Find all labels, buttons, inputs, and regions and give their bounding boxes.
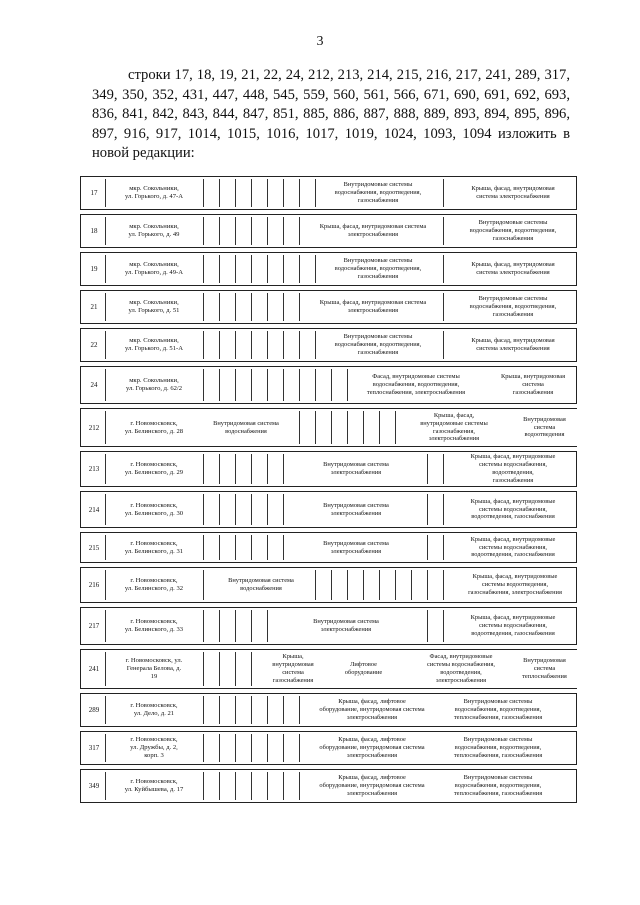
column-divider	[347, 570, 348, 600]
works-cell: Крыша, фасад, лифтовое оборудование, внутридомовая система электроснабжения	[307, 694, 437, 726]
column-divider	[283, 535, 284, 560]
table-row	[80, 693, 577, 727]
column-divider	[251, 179, 252, 207]
column-divider	[299, 217, 300, 245]
row-number: 21	[90, 303, 98, 311]
column-divider	[267, 217, 268, 245]
intro-paragraph: строки 17, 18, 19, 21, 22, 24, 212, 213, 214, 215, 216, 217, 241, 289, 317, 349, 350, 352, 431, 447, 448, 545, 559, 560, 561, 566, 671, 690, 691, 692, 693, 836, 841, 842, 843, 844, 847, 851, 885, 886, 887, 888, 889, 893, 894, 895, 896, 897, 916, 917, 1014, 1015, 1016, 1017, 1019, 1024, 1093, 1094 изложить в новой редакции:	[92, 67, 570, 161]
column-divider	[443, 454, 444, 484]
column-divider	[299, 734, 300, 762]
column-divider	[235, 369, 236, 401]
column-divider	[299, 411, 300, 444]
column-divider	[219, 217, 220, 245]
column-divider	[267, 494, 268, 525]
row-address: г. Новомосковск, ул. Белинского, д. 32	[124, 577, 184, 592]
table-row	[80, 328, 577, 362]
column-divider	[315, 179, 316, 207]
column-divider	[251, 293, 252, 321]
column-divider	[251, 696, 252, 724]
column-divider	[251, 734, 252, 762]
column-divider	[219, 179, 220, 207]
column-divider	[427, 610, 428, 642]
column-divider	[267, 179, 268, 207]
column-divider	[251, 652, 252, 686]
table-row	[80, 252, 577, 286]
row-number: 216	[88, 581, 100, 589]
column-divider	[427, 494, 428, 525]
row-number: 217	[88, 622, 100, 630]
column-divider	[299, 331, 300, 359]
column-divider	[379, 411, 380, 444]
row-address: г. Новомосковск, ул. Белинского, д. 30	[124, 501, 184, 517]
column-divider	[235, 734, 236, 762]
column-divider	[427, 570, 428, 600]
column-divider	[443, 535, 444, 560]
column-divider	[219, 494, 220, 525]
column-divider	[251, 255, 252, 283]
column-divider	[219, 610, 220, 642]
column-divider	[395, 570, 396, 600]
column-divider	[219, 369, 220, 401]
column-divider	[299, 696, 300, 724]
works-cell: Фасад, внутридомовые системы водоснабжения, водоотведения, теплоснабжения, электроснабжения	[351, 367, 481, 403]
column-divider	[203, 369, 204, 401]
table-row	[80, 366, 577, 404]
works-cell: Крыша, фасад, внутридомовые системы водоснабжения, водоотведения, газоснабжения	[459, 608, 567, 644]
table-row	[80, 769, 577, 803]
column-divider	[363, 570, 364, 600]
column-divider	[219, 331, 220, 359]
works-cell: Внутридомовые системы водоснабжения, водоотведения, теплоснабжения, газоснабжения	[439, 694, 557, 726]
column-divider	[379, 570, 380, 600]
table-row	[80, 607, 577, 645]
table-row	[80, 408, 577, 447]
row-number: 17	[90, 189, 98, 197]
page-number: 3	[316, 34, 324, 49]
column-divider	[443, 255, 444, 283]
row-address: г. Новомосковск, ул. Дружбы, д. 2, корп. 3	[130, 736, 178, 759]
works-cell: Внутридомовые системы водоснабжения, водоотведения, теплоснабжения, газоснабжения	[439, 732, 557, 764]
column-divider	[443, 293, 444, 321]
column-divider	[331, 570, 332, 600]
row-address: мкр. Сокольники, ул. Горького, д. 49-А	[125, 261, 183, 276]
column-divider	[219, 293, 220, 321]
column-divider	[411, 570, 412, 600]
column-divider	[331, 369, 332, 401]
row-number: 349	[88, 782, 100, 790]
works-cell: Внутридомовая система водоснабжения	[201, 409, 291, 446]
works-cell: Внутридомовая система электроснабжения	[291, 452, 421, 486]
column-divider	[203, 652, 204, 686]
column-divider	[283, 217, 284, 245]
works-cell: Внутридомовая система электроснабжения	[291, 533, 421, 562]
column-divider	[251, 331, 252, 359]
row-address: мкр. Сокольники, ул. Горького, д. 51	[128, 299, 180, 314]
column-divider	[219, 734, 220, 762]
column-divider	[283, 293, 284, 321]
column-divider	[443, 610, 444, 642]
works-cell: Крыша, фасад, внутридомовая система электроснабжения	[307, 291, 439, 323]
works-cell: Крыша, фасад, внутридомовая система электроснабжения	[459, 253, 567, 285]
column-divider	[203, 494, 204, 525]
column-divider	[283, 494, 284, 525]
column-divider	[283, 734, 284, 762]
column-divider	[235, 610, 236, 642]
column-divider	[283, 369, 284, 401]
column-divider	[235, 179, 236, 207]
works-cell: Крыша, фасад, внутридомовая система электроснабжения	[459, 329, 567, 361]
column-divider	[283, 454, 284, 484]
column-divider	[363, 411, 364, 444]
table-row	[80, 290, 577, 324]
column-divider	[315, 255, 316, 283]
column-divider	[267, 772, 268, 800]
column-divider	[267, 696, 268, 724]
works-cell: Лифтовое оборудование	[326, 650, 401, 688]
column-divider	[251, 369, 252, 401]
works-cell: Крыша, внутридомовая система газоснабжения	[263, 650, 323, 688]
row-number: 214	[88, 505, 100, 514]
column-divider	[443, 331, 444, 359]
works-cell: Крыша, фасад, внутридомовые системы газоснабжения, электроснабжения	[399, 409, 509, 446]
column-divider	[299, 179, 300, 207]
works-cell: Внутридомовые системы водоснабжения, водоотведения, газоснабжения	[459, 215, 567, 247]
column-divider	[203, 217, 204, 245]
column-divider	[251, 610, 252, 642]
row-address: г. Новомосковск, ул. Белинского, д. 33	[124, 618, 184, 633]
column-divider	[267, 369, 268, 401]
column-divider	[267, 331, 268, 359]
row-address: мкр. Сокольники, ул. Горького, д. 62/2	[125, 377, 183, 392]
row-address: г. Новомосковск, ул. Дело, д. 21	[130, 702, 178, 717]
table-row	[80, 491, 577, 528]
column-divider	[203, 610, 204, 642]
column-divider	[203, 454, 204, 484]
row-number: 19	[90, 265, 98, 273]
works-cell: Крыша, фасад, внутридомовая система электроснабжения	[307, 215, 439, 247]
column-divider	[299, 369, 300, 401]
column-divider	[443, 179, 444, 207]
row-address: г. Новомосковск, ул. Белинского, д. 28	[124, 419, 184, 435]
works-cell: Внутридомовые системы водоснабжения, водоотведения, газоснабжения	[319, 253, 437, 285]
column-divider	[299, 293, 300, 321]
row-address: г. Новомосковск, ул. Генерала Белова, д. 19	[125, 657, 183, 680]
column-divider	[251, 494, 252, 525]
column-divider	[235, 535, 236, 560]
row-number: 22	[90, 341, 98, 349]
row-number: 289	[88, 706, 100, 714]
column-divider	[235, 217, 236, 245]
column-divider	[347, 369, 348, 401]
table-row	[80, 176, 577, 210]
column-divider	[283, 179, 284, 207]
works-cell: Крыша, фасад, внутридомовые системы водоснабжения, водоотведения, газоснабжения	[459, 492, 567, 527]
column-divider	[315, 411, 316, 444]
row-number: 212	[88, 423, 100, 432]
column-divider	[203, 696, 204, 724]
works-cell: Внутридомовая система электроснабжения	[291, 492, 421, 527]
column-divider	[267, 293, 268, 321]
column-divider	[315, 570, 316, 600]
works-cell: Внутридомовая система электроснабжения	[271, 608, 421, 644]
column-divider	[203, 570, 204, 600]
column-divider	[299, 772, 300, 800]
column-divider	[219, 652, 220, 686]
column-divider	[203, 772, 204, 800]
table-row	[80, 649, 577, 689]
column-divider	[203, 331, 204, 359]
column-divider	[235, 652, 236, 686]
column-divider	[427, 454, 428, 484]
row-number: 18	[90, 227, 98, 235]
column-divider	[267, 454, 268, 484]
table-row	[80, 731, 577, 765]
column-divider	[235, 255, 236, 283]
column-divider	[235, 696, 236, 724]
column-divider	[443, 217, 444, 245]
column-divider	[219, 255, 220, 283]
column-divider	[283, 331, 284, 359]
row-number: 24	[90, 381, 98, 389]
works-cell: Внутридомовая система теплоснабжения	[511, 650, 578, 688]
column-divider	[347, 411, 348, 444]
row-number: 241	[88, 665, 100, 673]
column-divider	[251, 535, 252, 560]
column-divider	[235, 772, 236, 800]
table-row	[80, 532, 577, 563]
column-divider	[283, 772, 284, 800]
column-divider	[443, 494, 444, 525]
works-cell: Внутридомовая система водоснабжения	[211, 568, 311, 602]
column-divider	[427, 535, 428, 560]
column-divider	[283, 696, 284, 724]
works-cell: Внутридомовые системы водоснабжения, водоотведения, газоснабжения	[319, 329, 437, 361]
column-divider	[203, 734, 204, 762]
table-row	[80, 567, 577, 603]
table-row	[80, 214, 577, 248]
column-divider	[267, 255, 268, 283]
works-cell: Крыша, внутридомовая система газоснабжения	[491, 367, 575, 403]
column-divider	[443, 570, 444, 600]
column-divider	[235, 494, 236, 525]
column-divider	[283, 255, 284, 283]
column-divider	[299, 255, 300, 283]
works-cell: Крыша, фасад, внутридомовая система электроснабжения	[459, 177, 567, 209]
column-divider	[219, 535, 220, 560]
column-divider	[219, 772, 220, 800]
column-divider	[315, 331, 316, 359]
row-number: 215	[88, 543, 100, 552]
works-cell: Крыша, фасад, внутридомовые системы водоснабжения, водоотведения, газоснабжения	[459, 533, 567, 562]
column-divider	[219, 696, 220, 724]
column-divider	[395, 411, 396, 444]
row-address: мкр. Сокольники, ул. Горького, д. 51-А	[125, 337, 183, 352]
works-cell: Внутридомовые системы водоснабжения, водоотведения, газоснабжения	[459, 291, 567, 323]
works-cell: Крыша, фасад, внутридомовые системы водоснабжения, водоотведения, газоснабжения	[459, 452, 567, 486]
column-divider	[315, 369, 316, 401]
column-divider	[203, 179, 204, 207]
works-cell: Крыша, фасад, лифтовое оборудование, внутридомовая система электроснабжения	[307, 770, 437, 802]
column-divider	[251, 454, 252, 484]
row-address: г. Новомосковск, ул. Белинского, д. 31	[124, 539, 184, 555]
row-number: 213	[88, 465, 100, 473]
row-address: мкр. Сокольники, ул. Горького, д. 47-А	[125, 185, 183, 200]
column-divider	[267, 535, 268, 560]
column-divider	[235, 454, 236, 484]
row-number: 317	[88, 744, 100, 752]
row-address: г. Новомосковск, ул. Куйбышева, д. 17	[124, 778, 184, 793]
works-cell: Внутридомовые системы водоснабжения, водоотведения, газоснабжения	[319, 177, 437, 209]
works-cell: Внутридомовые системы водоснабжения, водоотведения, теплоснабжения, газоснабжения	[439, 770, 557, 802]
column-divider	[203, 293, 204, 321]
column-divider	[267, 734, 268, 762]
column-divider	[251, 772, 252, 800]
column-divider	[219, 454, 220, 484]
works-cell: Фасад, внутридомовые системы водоснабжения, водоотведения, электроснабжения	[411, 650, 511, 688]
row-address: мкр. Сокольники, ул. Горького, д. 49	[128, 223, 180, 238]
column-divider	[235, 293, 236, 321]
column-divider	[203, 535, 204, 560]
row-address: г. Новомосковск, ул. Белинского, д. 29	[124, 461, 184, 476]
column-divider	[331, 411, 332, 444]
table-row	[80, 451, 577, 487]
column-divider	[267, 610, 268, 642]
works-cell: Крыша, фасад, внутридомовые системы водоотведения, газоснабжения, электроснабжения	[456, 568, 574, 602]
works-cell: Внутридомовая система водоотведения	[511, 409, 578, 446]
column-divider	[235, 331, 236, 359]
works-cell: Крыша, фасад, лифтовое оборудование, внутридомовая система электроснабжения	[307, 732, 437, 764]
column-divider	[251, 217, 252, 245]
column-divider	[203, 255, 204, 283]
